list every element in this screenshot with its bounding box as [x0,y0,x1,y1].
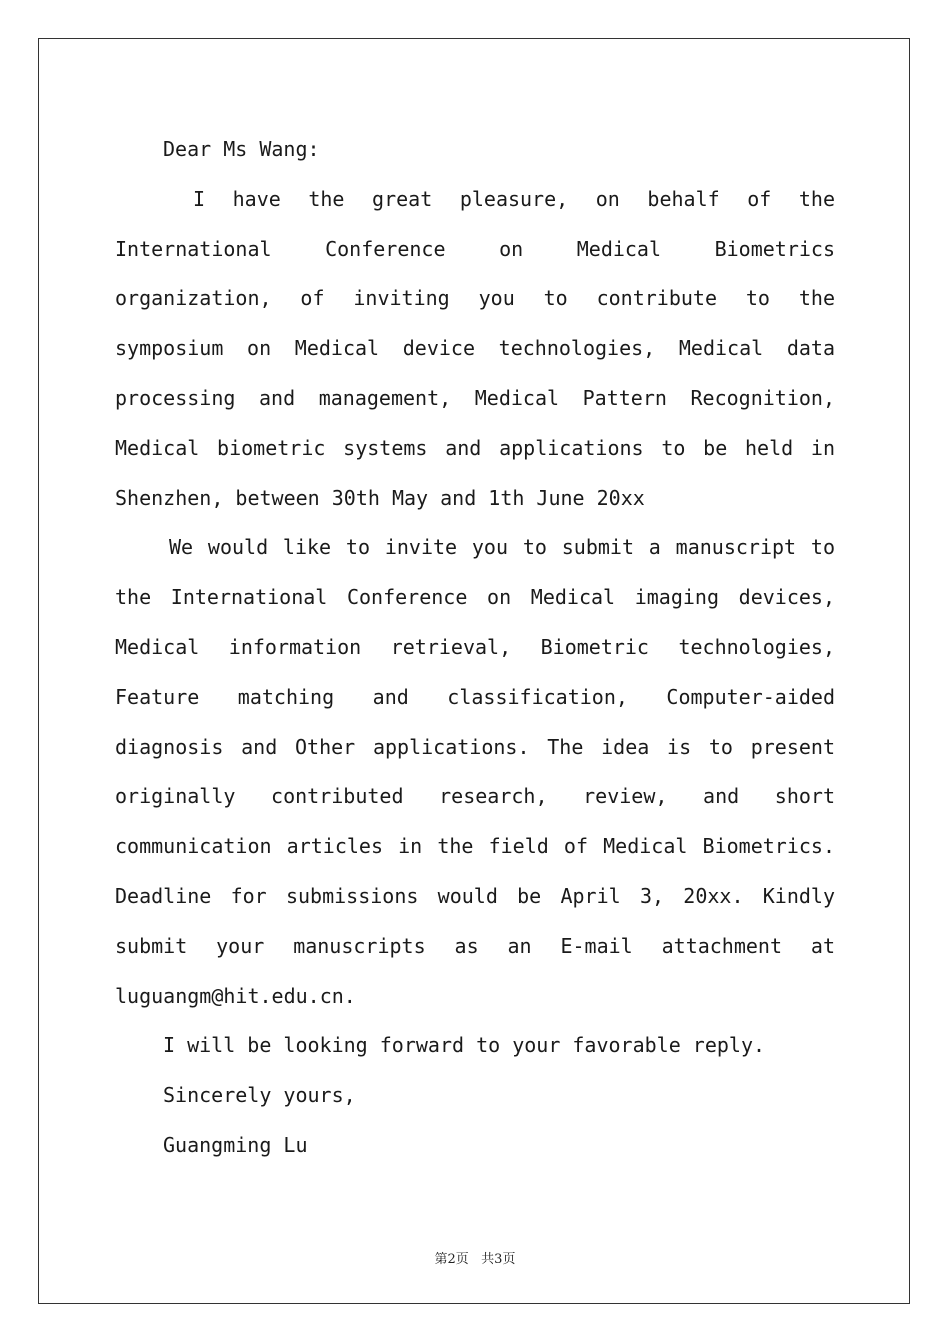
signature: Guangming Lu [163,1132,308,1157]
sign-off: Sincerely yours, [163,1083,356,1108]
salutation: Dear Ms Wang: [163,137,320,161]
paragraph-invitation: I have the great pleasure, on behalf of the International Conference on Medical Biometrics organization, of inviting you to contribute to the symposium on Medical device technologies, Medical data processing and management, Medical Pattern Recognition, Medical biometric systems and applications to be held in Shenzhen, between 30th May and 1th June 20xx [115,186,835,510]
page-number-footer: 第2页 共3页 [434,1252,516,1267]
closing-line: I will be looking forward to your favorable reply. [163,1033,766,1058]
paragraph-manuscript: We would like to invite you to submit a manuscript to the International Conference on Medical imaging devices, Medical information retrieval, Biometric technologies, Feature matching and classification, Computer-aided diagnosis and Other applications. The idea is to present originally contributed research, review, and short communication articles in the field of Medical Biometrics. Deadline for submissions would be April 3, 20xx. Kindly submit your manuscripts as an E-mail attachment at luguangm@hit.edu.cn. [115,535,835,1008]
letter-body [115,125,835,1171]
